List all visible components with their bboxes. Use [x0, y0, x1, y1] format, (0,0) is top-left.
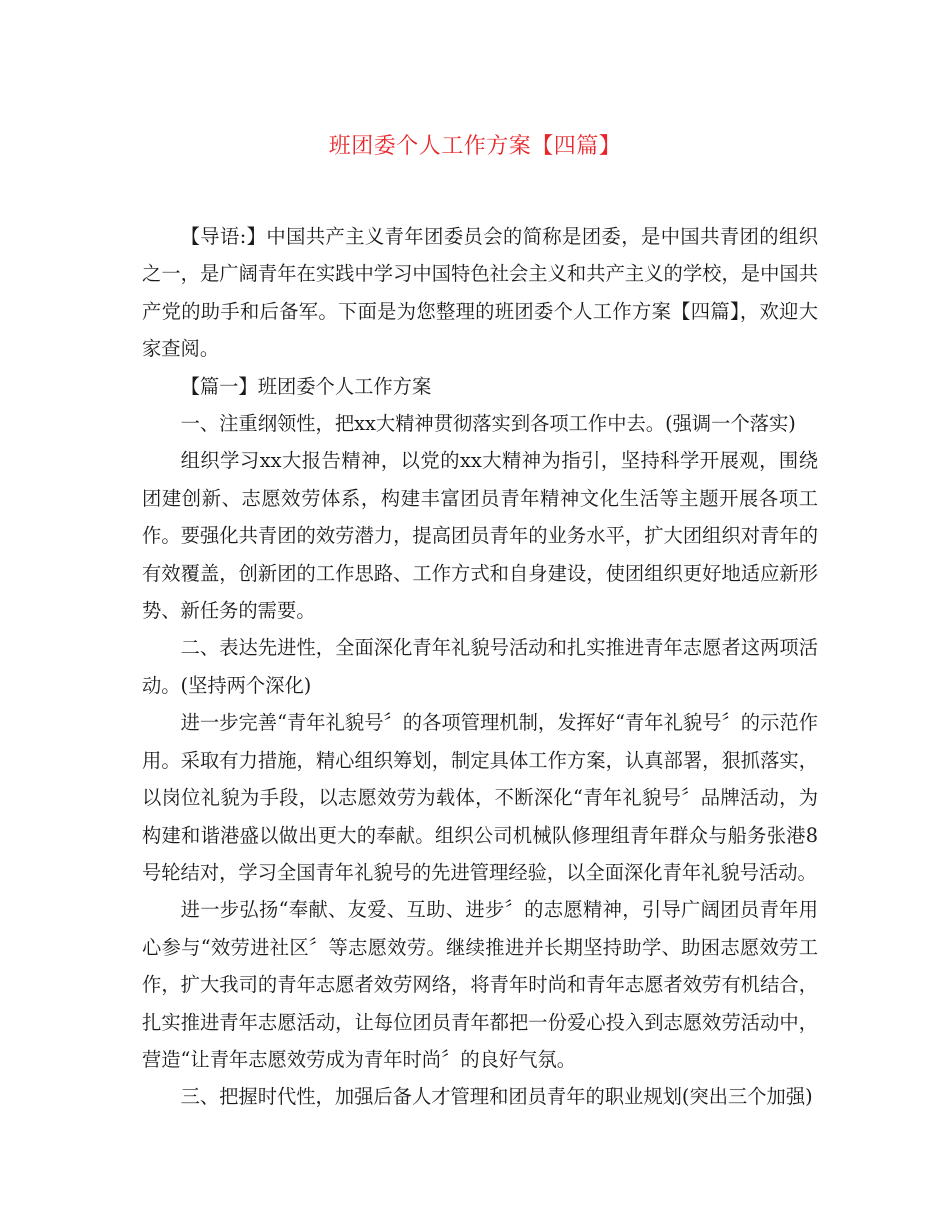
paragraph-point-one: 一、注重纲领性，把xx大精神贯彻落实到各项工作中去。(强调一个落实) [180, 412, 796, 436]
paragraph-point-two-body-b: 进一步弘扬“奉献、友爱、互助、进步〞的志愿精神，引导广阔团员青年用心参与“效劳进社区〞等志愿效劳。继续推进并长期坚持助学、助困志愿效劳工作，扩大我司的青年志愿者效劳网络，将青年时尚和青年志愿者效劳有机结合，扎实推进青年志愿活动，让每位团员青年都把一份爱心投入到志愿效劳活动中，营造“让青年志愿效劳成为青年时尚〞的良好气氛。 [142, 898, 818, 1071]
document-body [142, 218, 818, 1116]
paragraph-point-three: 三、把握时代性，加强后备人才管理和团员青年的职业规划(突出三个加强) [180, 1085, 813, 1109]
document-title: 班团委个人工作方案【四篇】 [328, 134, 622, 159]
paragraph-point-one-body: 组织学习xx大报告精神，以党的xx大精神为指引，坚持科学开展观，围绕团建创新、志愿效劳体系，构建丰富团员青年精神文化生活等主题开展各项工作。要强化共青团的效劳潜力，提高团员青年的业务水平，扩大团组织对青年的有效覆盖，创新团的工作思路、工作方式和自身建设，使团组织更好地适应新形势、新任务的需要。 [142, 449, 818, 623]
paragraph-point-two: 二、表达先进性，全面深化青年礼貌号活动和扎实推进青年志愿者这两项活动。(坚持两个深化) [142, 636, 818, 697]
paragraph-point-two-body-a: 进一步完善“青年礼貌号〞的各项管理机制，发挥好“青年礼貌号〞的示范作用。采取有力措施，精心组织筹划，制定具体工作方案，认真部署，狠抓落实，以岗位礼貌为手段，以志愿效劳为载体，不断深化“青年礼貌号〞品牌活动，为构建和谐港盛以做出更大的奉献。组织公司机械队修理组青年群众与船务张港8号轮结对，学习全国青年礼貌号的先进管理经验，以全面深化青年礼貌号活动。 [142, 711, 818, 884]
paragraph-section-heading: 【篇一】班团委个人工作方案 [180, 374, 432, 398]
paragraph-intro: 【导语:】中国共产主义青年团委员会的简称是团委，是中国共青团的组织之一，是广阔青年在实践中学习中国特色社会主义和共产主义的学校，是中国共产党的助手和后备军。下面是为您整理的班团委个人工作方案【四篇】，欢迎大家查阅。 [142, 225, 818, 361]
